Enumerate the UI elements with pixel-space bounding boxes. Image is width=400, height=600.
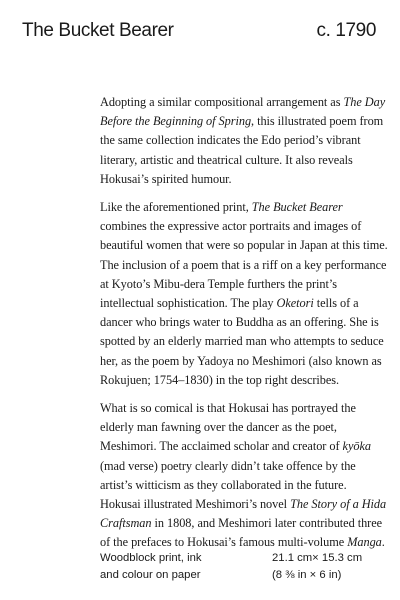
text-run: , this illustrated poem from the same collection indicates the Edo period’s vibrant literary, artistic and theatrical culture. It also reveals Hokusai’s spirited humour.	[100, 114, 384, 186]
text-run: Adopting a similar compositional arrangement as	[100, 95, 344, 109]
description-body	[100, 93, 390, 562]
text-run: in 1808, and Meshimori later contributed three of the prefaces to Hokusai’s famous multi-volume	[100, 516, 383, 550]
text-run: combines the expressive actor portraits and images of beautiful women that were so popular in Japan at this time. The inclusion of a poem that is a riff on a key performance at Kyoto’s Mibu-dera Temple furthers the print’s intellectual sophistication. The play	[100, 219, 388, 311]
novel-title: The Story of a Hida Craftsman	[100, 497, 387, 531]
paragraph-1	[100, 93, 390, 189]
size-imperial: (8 ⅜ in × 6 in)	[272, 568, 342, 581]
text-run: tells of a dancer who brings water to Buddha as an offering. She is spotted by an elderly married man who attempts to seduce her, as the poem by Yadoya no Meshimori (also known as Rokujuen; 1754–1830) in the top right describes.	[100, 296, 384, 387]
paragraph-2	[100, 198, 390, 390]
medium-caption	[100, 550, 202, 583]
size-metric: 21.1 cm× 15.3 cm	[272, 552, 363, 564]
text-run: (mad verse) poetry clearly didn’t take offence by the artist’s witticism as they collaborated in the future. Hokusai illustrated Meshimori’s novel	[100, 458, 356, 512]
medium-line: and colour on paper	[100, 568, 201, 581]
artwork-reference: The Bucket Bearer	[251, 200, 343, 215]
text-run: .	[381, 535, 385, 550]
paragraph-3	[100, 399, 390, 553]
dimensions-caption	[272, 550, 362, 583]
artwork-date: c. 1790	[316, 20, 376, 41]
medium-line: Woodblock print, ink	[100, 552, 202, 564]
text-run: What is so comical is that Hokusai has portrayed the elderly man fawning over the dancer as the poet, Meshimori. The acclaimed scholar and creator of	[100, 401, 356, 454]
artwork-reference: The Day Before the Beginning of Spring	[100, 95, 386, 129]
text-run: Like the aforementioned print,	[100, 200, 252, 215]
artwork-title: The Bucket Bearer	[22, 20, 174, 41]
play-title: Oketori	[276, 296, 314, 311]
term-kyoka: kyōka	[342, 439, 371, 454]
manga-title: Manga	[347, 535, 382, 550]
